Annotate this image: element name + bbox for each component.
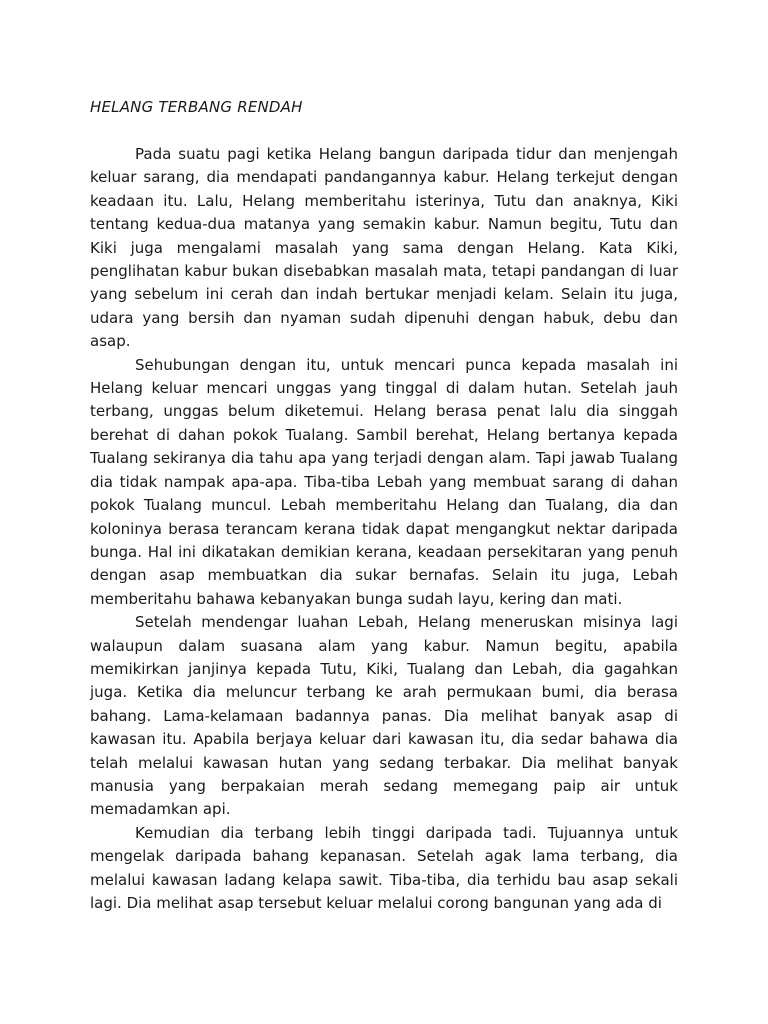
paragraph-1: Pada suatu pagi ketika Helang bangun daripada tidur dan menjengah keluar sarang, dia mendapati pandangannya kabur. Helang terkejut dengan keadaan itu. Lalu, Helang memberitahu isterinya, Tutu dan anaknya, Kiki tentang kedua-dua matanya yang semakin kabur. Namun begitu, Tutu dan Kiki juga mengalami masalah yang sama dengan Helang. Kata Kiki, penglihatan kabur bukan disebabkan masalah mata, tetapi pandangan di luar yang sebelum ini cerah dan indah bertukar menjadi kelam. Selain itu juga, udara yang bersih dan nyaman sudah dipenuhi dengan habuk, debu dan asap.: [90, 145, 678, 351]
paragraph-2: Sehubungan dengan itu, untuk mencari punca kepada masalah ini Helang keluar mencari unggas yang tinggal di dalam hutan. Setelah jauh terbang, unggas belum diketemui. Helang berasa penat lalu dia singgah berehat di dahan pokok Tualang. Sambil berehat, Helang bertanya kepada Tualang sekiranya dia tahu apa yang terjadi dengan alam. Tapi jawab Tualang dia tidak nampak apa-apa. Tiba-tiba Lebah yang membuat sarang di dahan pokok Tualang muncul. Lebah memberitahu Helang dan Tualang, dia dan koloninya berasa terancam kerana tidak dapat mengangkut nektar daripada bunga. Hal ini dikatakan demikian kerana, keadaan persekitaran yang penuh dengan asap membuatkan dia sukar bernafas. Selain itu juga, Lebah memberitahu bahawa kebanyakan bunga sudah layu, kering dan mati.: [90, 355, 678, 608]
document-title: HELANG TERBANG RENDAH: [90, 98, 303, 116]
paragraph-3: Setelah mendengar luahan Lebah, Helang meneruskan misinya lagi walaupun dalam suasana alam yang kabur. Namun begitu, apabila memikirkan janjinya kepada Tutu, Kiki, Tualang dan Lebah, dia gagahkan juga. Ketika dia meluncur terbang ke arah permukaan bumi, dia berasa bahang. Lama-kelamaan badannya panas. Dia melihat banyak asap di kawasan itu. Apabila berjaya keluar dari kawasan itu, dia sedar bahawa dia telah melalui kawasan hutan yang sedang terbakar. Dia melihat banyak manusia yang berpakaian merah sedang memegang paip air untuk memadamkan api.: [90, 613, 678, 819]
paragraph-4: Kemudian dia terbang lebih tinggi daripada tadi. Tujuannya untuk mengelak daripada bahang kepanasan. Setelah agak lama terbang, dia melalui kawasan ladang kelapa sawit. Tiba-tiba, dia terhidu bau asap sekali lagi. Dia melihat asap tersebut keluar melalui corong bangunan yang ada di: [90, 823, 678, 912]
